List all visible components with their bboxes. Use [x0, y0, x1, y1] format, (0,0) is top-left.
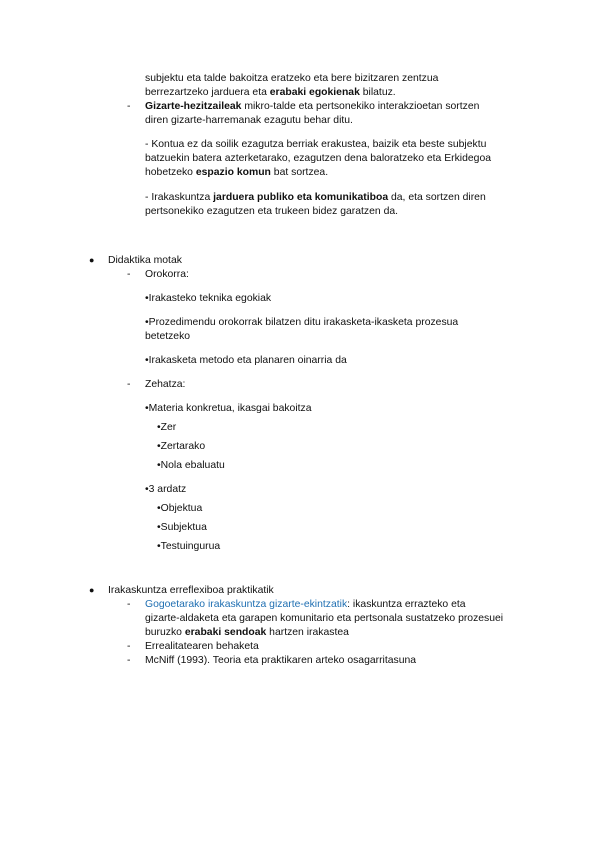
text-line [145, 598, 466, 611]
dash-marker: - [127, 655, 131, 666]
link-text[interactable]: Gogoetarako irakaskuntza gizarte-ekintzatik [145, 599, 348, 610]
section-heading: Irakaskuntza erreflexiboa praktikatik [108, 585, 274, 596]
text-line [145, 626, 349, 639]
dash-marker: - [127, 101, 131, 112]
text-line: subjektu eta talde bakoitza eratzeko eta bere bizitzaren zentzua [145, 73, 439, 84]
text-span: bilatuz. [359, 87, 396, 98]
dash-marker: - [127, 379, 131, 390]
list-item: •Irakasteko teknika egokiak [145, 293, 272, 304]
text-line: diren gizarte-harremanak ezagutu behar ditu. [145, 115, 353, 126]
text-line: Errealitatearen behaketa [145, 641, 259, 652]
bold-text: Gizarte-hezitzaileak [145, 101, 242, 112]
bullet-icon: ● [89, 585, 95, 595]
text-span: mikro-talde eta pertsonekiko interakzioetan sortzen [241, 101, 480, 112]
dash-marker: - [127, 599, 131, 610]
text-line: - Kontua ez da soilik ezagutza berriak erakustea, baizik eta beste subjektu [145, 139, 487, 150]
text-span: - Irakaskuntza [145, 192, 214, 203]
text-span: hobetzeko [145, 167, 196, 178]
dash-marker: - [127, 641, 131, 652]
text-line [145, 166, 328, 179]
list-item: •Irakasketa metodo eta planaren oinarria da [145, 355, 347, 366]
list-item: •Nola ebaluatu [157, 460, 225, 471]
text-line: gizarte-aldaketa eta garapen komunitario eta pertsonala sustatzeko prozesuei [145, 613, 504, 624]
text-line [145, 100, 479, 113]
text-span: bat sortzea. [270, 167, 329, 178]
bold-text: erabaki egokienak [269, 87, 360, 98]
text-line: Zehatza: [145, 379, 186, 390]
list-item: •3 ardatz [145, 484, 187, 495]
list-item: •Testuingurua [157, 541, 221, 552]
list-item: •Zertarako [157, 441, 206, 452]
bold-text: jarduera publiko eta komunikatiboa [213, 192, 389, 203]
list-item: •Zer [157, 422, 177, 433]
text-span: buruzko [145, 627, 185, 638]
bold-text: espazio komun [195, 167, 271, 178]
text-line: batzuekin batera azterketarako, ezagutzen dena baloratzeko eta Erkidegoa [145, 153, 492, 164]
text-line: pertsonekiko ezagutzen eta trukeen bidez garatzen da. [145, 206, 399, 217]
dash-marker: - [127, 269, 131, 280]
list-item: •Materia konkretua, ikasgai bakoitza [145, 403, 312, 414]
list-item: •Subjektua [157, 522, 207, 533]
text-line: McNiff (1993). Teoria eta praktikaren arteko osagarritasuna [145, 655, 417, 666]
text-span: da, eta sortzen diren [388, 192, 486, 203]
text-span: hartzen irakastea [266, 627, 349, 638]
text-line [145, 86, 396, 99]
text-span: berrezartzeko jarduera eta [145, 87, 270, 98]
text-line: Orokorra: [145, 269, 189, 280]
bullet-icon: ● [89, 255, 95, 265]
section-heading: Didaktika motak [108, 255, 182, 266]
list-item: •Prozedimendu orokorrak bilatzen ditu irakasketa-ikasketa prozesua [145, 317, 459, 328]
text-span: : ikaskuntza errazteko eta [347, 599, 466, 610]
list-item: •Objektua [157, 503, 203, 514]
bold-text: erabaki sendoak [184, 627, 267, 638]
text-line [145, 191, 486, 204]
text-line: betetzeko [145, 331, 191, 342]
